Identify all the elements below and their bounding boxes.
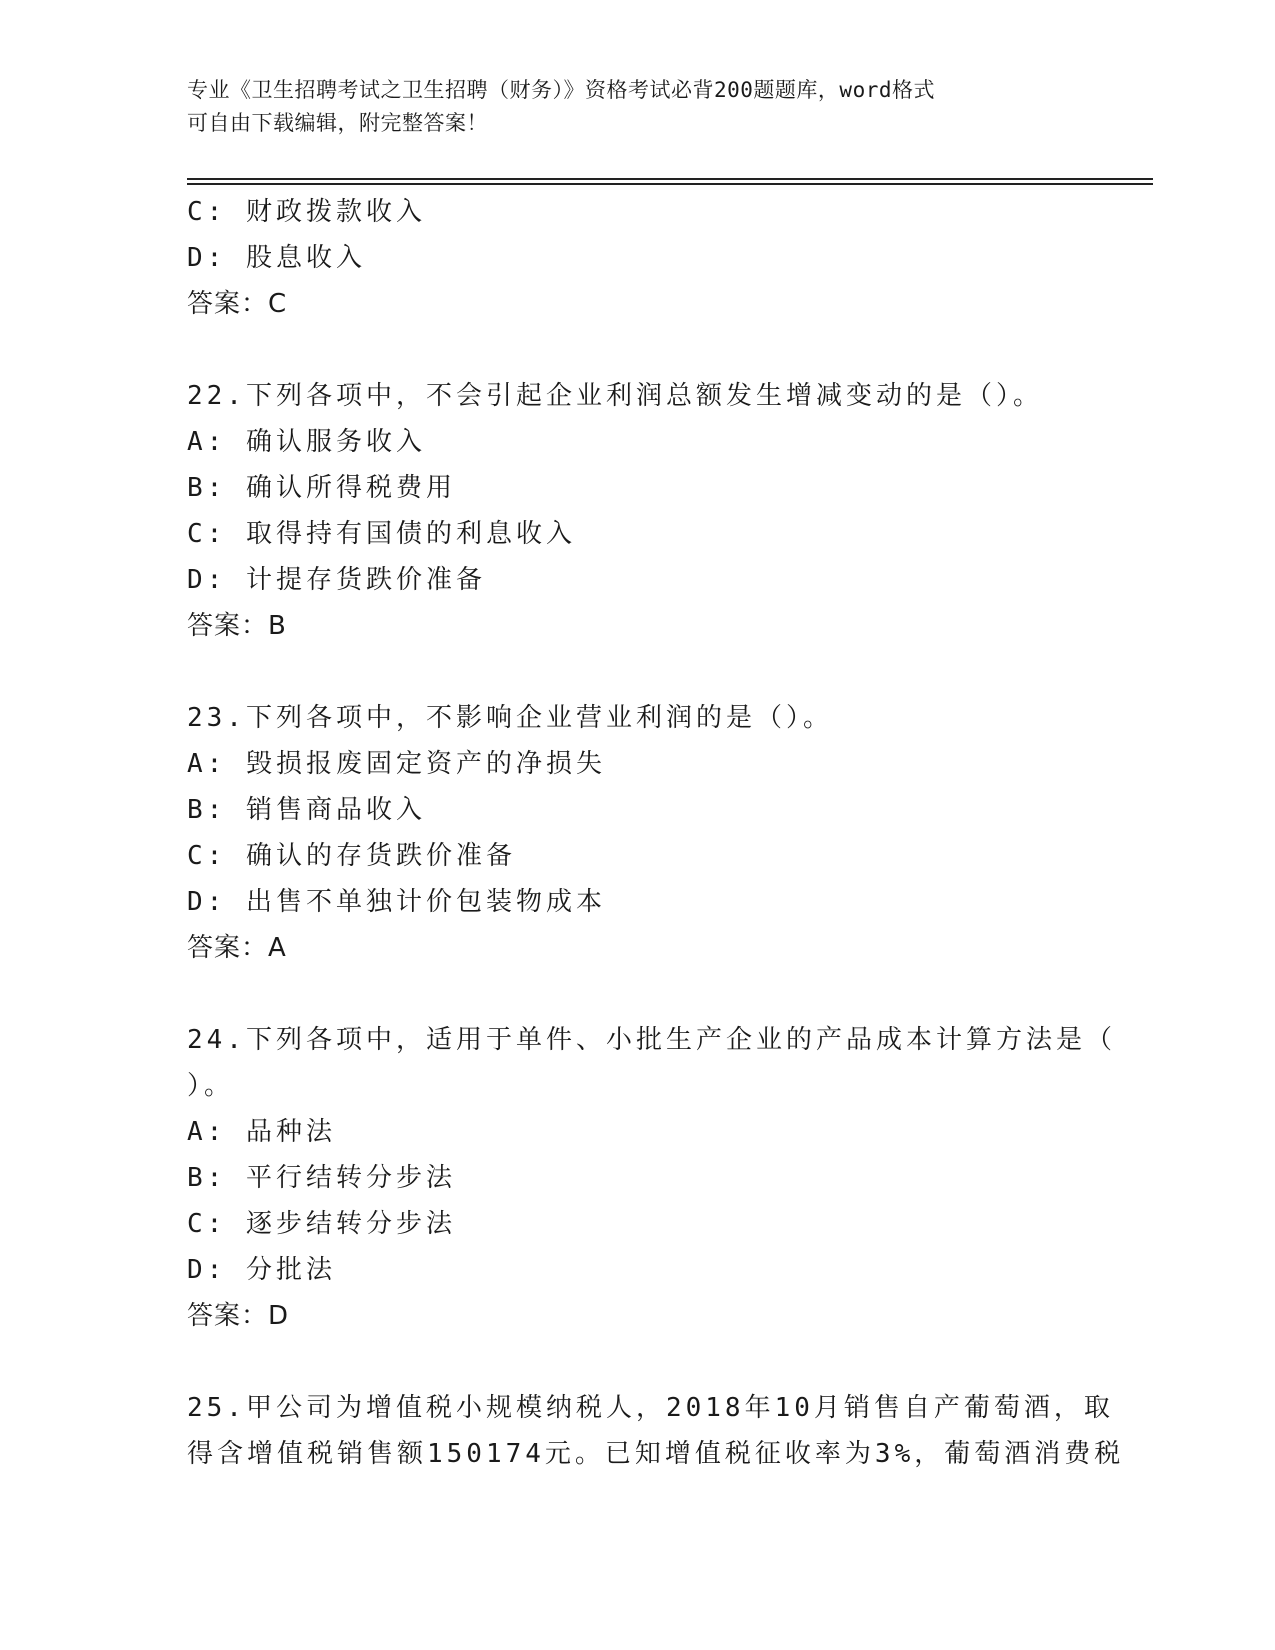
option-d: D: 出售不单独计价包装物成本: [187, 887, 606, 917]
header-divider-top: [187, 178, 1153, 180]
option-c: C: 逐步结转分步法: [187, 1209, 456, 1239]
option-d: D: 计提存货跌价准备: [187, 565, 486, 595]
question-text-line-2: ）。: [187, 1071, 235, 1101]
question-text: 22.下列各项中，不会引起企业利润总额发生增减变动的是（）。: [187, 381, 1043, 411]
spacer: [187, 971, 1087, 1017]
spacer: [187, 327, 1087, 373]
spacer: [187, 649, 1087, 695]
question-list: [187, 189, 1125, 1477]
option-b: B: 平行结转分步法: [187, 1163, 456, 1193]
question-text-line-2: 得含增值税销售额150174元。已知增值税征收率为3%，葡萄酒消费税: [187, 1439, 1125, 1469]
option-a: A: 毁损报废固定资产的净损失: [187, 749, 606, 779]
header-divider-bottom: [187, 183, 1153, 185]
option-c: C: 财政拨款收入: [187, 197, 426, 227]
question-23: [187, 695, 1087, 971]
question-text: 23.下列各项中，不影响企业营业利润的是（）。: [187, 703, 833, 733]
header-line-2: 可自由下载编辑，附完整答案！: [187, 111, 488, 135]
question-21-continued: [187, 189, 1087, 327]
question-24: [187, 1017, 1116, 1339]
answer-line: 答案：C: [187, 289, 288, 319]
option-c: C: 确认的存货跌价准备: [187, 841, 516, 871]
answer-line: 答案：A: [187, 933, 287, 963]
answer-line: 答案：D: [187, 1301, 290, 1331]
question-25: [187, 1385, 1125, 1477]
header-line-1: 专业《卫生招聘考试之卫生招聘（财务）》资格考试必背200题题库，word格式: [187, 78, 935, 102]
question-text-line-1: 25.甲公司为增值税小规模纳税人，2018年10月销售自产葡萄酒，取: [187, 1393, 1114, 1423]
option-d: D: 股息收入: [187, 243, 366, 273]
question-22: [187, 373, 1087, 649]
option-a: A: 品种法: [187, 1117, 336, 1147]
option-d: D: 分批法: [187, 1255, 336, 1285]
option-c: C: 取得持有国债的利息收入: [187, 519, 576, 549]
spacer: [187, 1339, 1087, 1385]
question-text-line-1: 24.下列各项中，适用于单件、小批生产企业的产品成本计算方法是（: [187, 1025, 1116, 1055]
document-header: [187, 74, 1087, 140]
option-a: A: 确认服务收入: [187, 427, 426, 457]
option-b: B: 确认所得税费用: [187, 473, 456, 503]
answer-line: 答案：B: [187, 611, 287, 641]
option-b: B: 销售商品收入: [187, 795, 426, 825]
